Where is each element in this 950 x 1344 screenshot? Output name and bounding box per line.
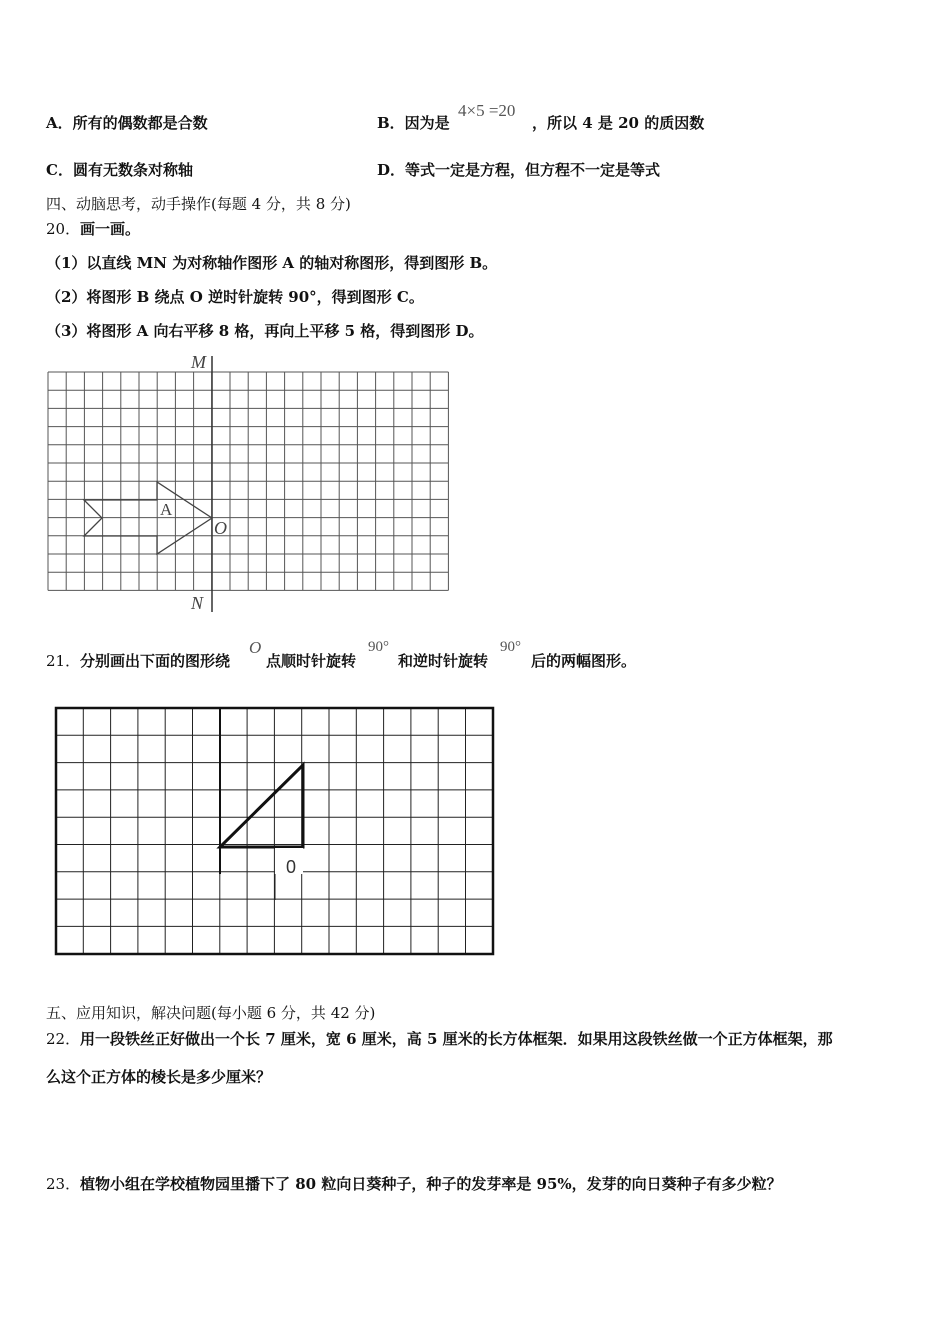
label-a: A <box>160 500 173 519</box>
q20-number: 20． <box>46 220 81 238</box>
label-m: M <box>191 352 206 372</box>
option-d: D．等式一定是方程，但方程不一定是等式 <box>377 161 661 179</box>
q21-part1: 分别画出下面的图形绕 <box>80 652 231 670</box>
q21-number: 21． <box>46 652 81 670</box>
option-b-prefix: B．因为是 <box>377 114 450 132</box>
q22-line2: 么这个正方体的棱长是多少厘米？ <box>46 1068 272 1086</box>
option-c: C．圆有无数条对称轴 <box>46 161 193 179</box>
q20-title: 画一画。 <box>80 220 141 238</box>
q21-part2: 点顺时针旋转 <box>266 652 357 670</box>
section4-title: 四、动脑思考，动手操作(每题 4 分，共 8 分) <box>46 195 351 213</box>
q21-part4: 后的两幅图形。 <box>531 652 637 670</box>
q21-part3: 和逆时针旋转 <box>398 652 489 670</box>
q21-deg1: 90° <box>368 639 389 655</box>
q21-triangle <box>220 765 303 847</box>
q20-step1: （1）以直线 MN 为对称轴作图形 A 的轴对称图形，得到图形 B。 <box>46 254 498 272</box>
label-o: O <box>214 518 227 538</box>
section5-title: 五、应用知识，解决问题(每小题 6 分，共 42 分) <box>46 1004 376 1022</box>
q21-label-o: 0 <box>286 857 297 877</box>
label-n: N <box>191 593 204 613</box>
q20-step3: （3）将图形 A 向右平移 8 格，再向上平移 5 格，得到图形 D。 <box>46 322 484 340</box>
q23-text: 植物小组在学校植物园里播下了 80 粒向日葵种子，种子的发芽率是 95%，发芽的向日葵种子有多少粒？ <box>80 1175 782 1193</box>
q21-deg2: 90° <box>500 639 521 655</box>
q22-number: 22． <box>46 1030 81 1048</box>
q21-grid <box>56 708 493 954</box>
q20-grid <box>48 372 448 590</box>
q22-line1: 用一段铁丝正好做出一个长 7 厘米，宽 6 厘米，高 5 厘米的长方体框架．如果用这段铁丝做一个正方体框架，那 <box>80 1030 833 1048</box>
q21-o: O <box>249 638 262 657</box>
q23-number: 23． <box>46 1175 81 1193</box>
option-b-math: 4×5 =20 <box>458 101 516 120</box>
option-a: A．所有的偶数都是合数 <box>46 114 208 132</box>
option-b-suffix: ，所以 4 是 20 的质因数 <box>532 114 705 132</box>
q20-step2: （2）将图形 B 绕点 O 逆时针旋转 90°，得到图形 C。 <box>46 288 424 306</box>
